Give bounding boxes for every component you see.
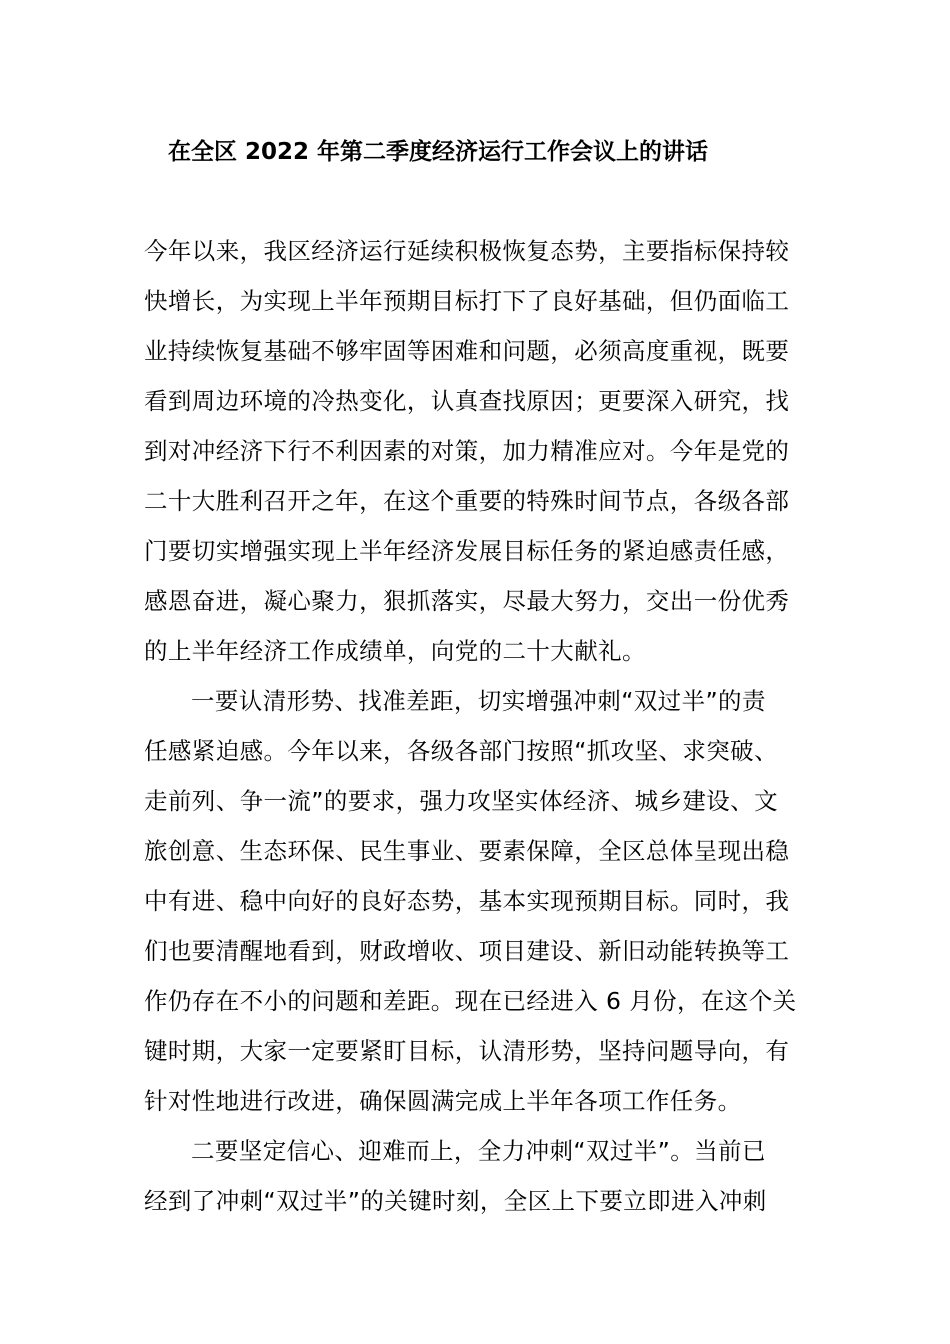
text-line: 业持续恢复基础不够牢固等困难和问题，必须高度重视，既要 [144,337,790,365]
text-line: 到对冲经济下行不利因素的对策，加力精准应对。今年是党的 [144,437,790,465]
document-body [144,226,806,1226]
text-line: 走前列、争一流”的要求，强力攻坚实体经济、城乡建设、文 [144,787,778,815]
text-line: 今年以来，我区经济运行延续积极恢复态势，主要指标保持较 [144,237,790,265]
text-line: 感恩奋进，凝心聚力，狠抓落实，尽最大努力，交出一份优秀 [144,587,790,615]
text-line: 中有进、稳中向好的良好态势，基本实现预期目标。同时，我 [144,887,790,915]
text-line: 旅创意、生态环保、民生事业、要素保障，全区总体呈现出稳 [144,837,790,865]
text-line: 针对性地进行改进，确保圆满完成上半年各项工作任务。 [144,1087,742,1115]
paragraph-first-line: 二要坚定信心、迎难而上，全力冲刺“双过半”。当前已 [191,1137,766,1165]
text-line: 门要切实增强实现上半年经济发展目标任务的紧迫感责任感， [144,537,790,565]
text-line: 们也要清醒地看到，财政增收、项目建设、新旧动能转换等工 [144,937,790,965]
text-line: 看到周边环境的冷热变化，认真查找原因；更要深入研究，找 [144,387,790,415]
text-line: 键时期，大家一定要紧盯目标，认清形势，坚持问题导向，有 [144,1037,790,1065]
text-line: 的上半年经济工作成绩单，向党的二十大献礼。 [144,637,646,665]
text-line: 任感紧迫感。今年以来，各级各部门按照“抓攻坚、求突破、 [144,737,778,765]
text-line: 作仍存在不小的问题和差距。现在已经进入 6 月份，在这个关 [144,987,797,1015]
document-title: 在全区 2022 年第二季度经济运行工作会议上的讲话 [168,139,709,165]
text-line: 经到了冲刺“双过半”的关键时刻，全区上下要立即进入冲刺 [144,1187,767,1215]
text-line: 二十大胜利召开之年，在这个重要的特殊时间节点，各级各部 [144,487,790,515]
paragraph-first-line: 一要认清形势、找准差距，切实增强冲刺“双过半”的责 [191,687,766,715]
text-line: 快增长，为实现上半年预期目标打下了良好基础，但仍面临工 [144,287,790,315]
